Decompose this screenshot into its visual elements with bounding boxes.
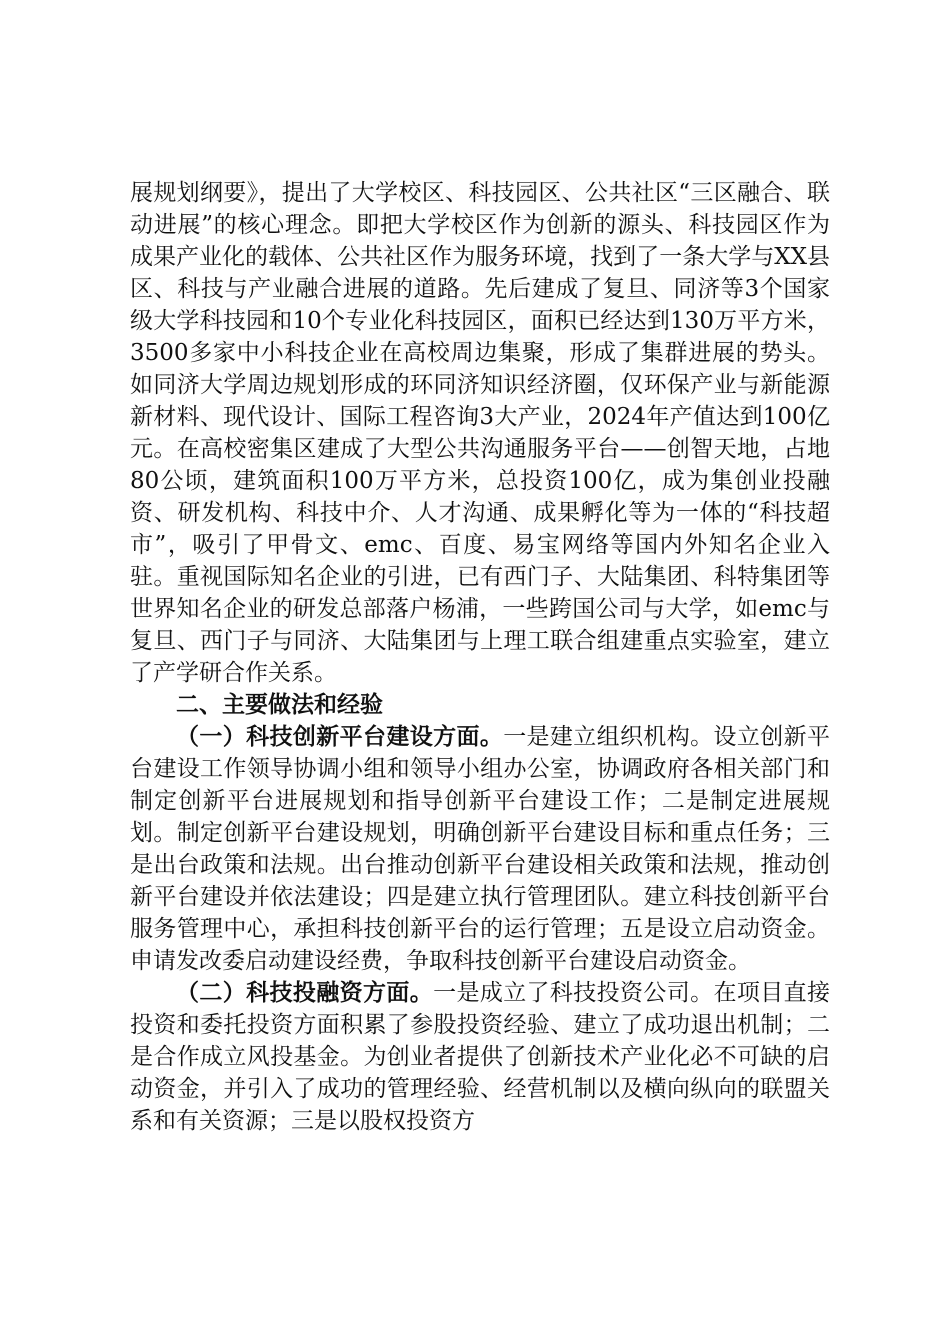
document-page (130, 177, 830, 1137)
body-paragraph-finance (130, 977, 830, 1137)
subsection-lead-platform: （一）科技创新平台建设方面。 (176, 724, 504, 750)
subsection-lead-finance: （二）科技投融资方面。 (176, 980, 434, 1006)
body-paragraph-intro: 展规划纲要》，提出了大学校区、科技园区、公共社区“三区融合、联动进展”的核心理念。即把大学校区作为创新的源头、科技园区作为成果产业化的载体、公共社区作为服务环境，找到了一条大学与XX县区、科技与产业融合进展的道路。先后建成了复旦、同济等3个国家级大学科技园和10个专业化科技园区，面积已经达到130万平方米，3500多家中小科技企业在高校周边集聚，形成了集群进展的势头。如同济大学周边规划形成的环同济知识经济圈，仅环保产业与新能源新材料、现代设计、国际工程咨询3大产业，2024年产值达到100亿元。在高校密集区建成了大型公共沟通服务平台——创智天地，占地80公顷，建筑面积100万平方米，总投资100亿，成为集创业投融资、研发机构、科技中介、人才沟通、成果孵化等为一体的“科技超市”，吸引了甲骨文、emc、百度、易宝网络等国内外知名企业入驻。重视国际知名企业的引进，已有西门子、大陆集团、科特集团等世界知名企业的研发总部落户杨浦，一些跨国公司与大学，如emc与复旦、西门子与同济、大陆集团与上理工联合组建重点实验室，建立了产学研合作关系。 (130, 180, 830, 686)
section-heading: 二、主要做法和经验 (176, 692, 383, 718)
subsection-body-finance: 一是成立了科技投资公司。在项目直接投资和委托投资方面积累了参股投资经验、建立了成功退出机制；二是合作成立风投基金。为创业者提供了创新技术产业化必不可缺的启动资金，并引入了成功的管理经验、经营机制以及横向纵向的联盟关系和有关资源；三是以股权投资方 (130, 980, 831, 1134)
body-paragraph-platform (130, 721, 830, 977)
subsection-body-platform: 一是建立组织机构。设立创新平台建设工作领导协调小组和领导小组办公室，协调政府各相关部门和制定创新平台进展规划和指导创新平台建设工作；二是制定进展规划。制定创新平台建设规划，明确创新平台建设目标和重点任务；三是出台政策和法规。出台推动创新平台建设相关政策和法规，推动创新平台建设并依法建设；四是建立执行管理团队。建立科技创新平台服务管理中心，承担科技创新平台的运行管理；五是设立启动资金。申请发改委启动建设经费，争取科技创新平台建设启动资金。 (130, 724, 831, 974)
